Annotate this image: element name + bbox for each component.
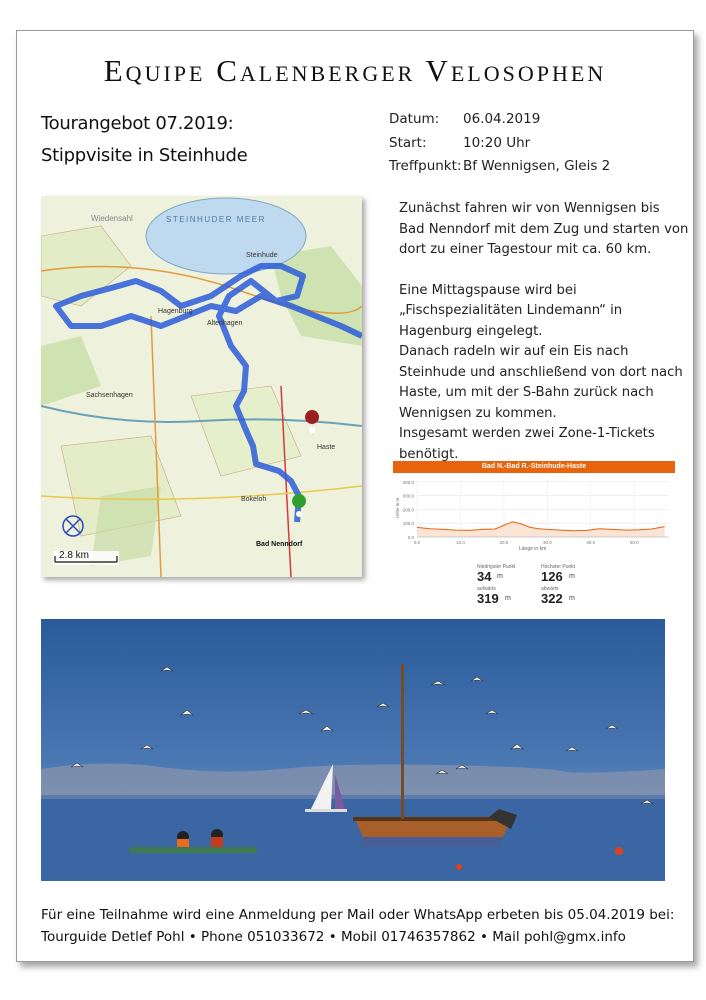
map-lake-label: STEINHUDER MEER	[166, 215, 266, 224]
stat-label: Höchster Punkt	[541, 564, 576, 570]
lake-photo	[41, 619, 665, 881]
map-place-label: Sachsenhagen	[86, 392, 133, 399]
profile-y-label: Höhe in m	[395, 497, 400, 519]
profile-x-tick: 30.0	[542, 540, 552, 545]
meta-meeting-label: Treffpunkt:	[389, 158, 462, 174]
map-place-label: Altenhagen	[207, 320, 243, 327]
stat-value: 322	[541, 591, 563, 606]
profile-y-tick: 200.0	[402, 507, 414, 513]
footer-contact: Tourguide Detlef Pohl • Phone 051033672 • Mobil 01746357862 • Mail pohl@gmx.info	[41, 929, 626, 945]
stat-unit: m	[497, 573, 503, 580]
route-map	[41, 196, 362, 577]
stat-value: 34	[477, 569, 492, 584]
description-paragraph: Zunächst fahren wir von Wennigsen bis Bad Nenndorf mit dem Zug und starten von dort zu einer Tagestour mit ca. 60 km.	[399, 201, 689, 257]
map-place-label: Hagenburg	[158, 308, 193, 315]
profile-x-tick: 50.0	[629, 540, 639, 545]
description-paragraph: Eine Mittagspause wird bei „Fischspezialitäten Lindemann“ in Hagenburg eingelegt.	[399, 282, 623, 339]
profile-x-tick: 20.0	[499, 540, 509, 545]
profile-x-tick: 40.0	[586, 540, 596, 545]
lake-photo-graphic	[41, 619, 665, 881]
stat-label: aufwärts	[477, 586, 496, 592]
map-place-label: Haste	[317, 444, 336, 451]
meta-date-label: Datum:	[389, 111, 440, 127]
map-scale-label: 2.8 km	[59, 550, 90, 561]
tour-description	[399, 199, 689, 465]
stat-value: 126	[541, 569, 563, 584]
description-paragraph: Insgesamt werden zwei Zone-1-Tickets benötigt.	[399, 426, 655, 462]
profile-y-tick: 100.0	[402, 521, 414, 527]
profile-y-tick: 0.0	[407, 535, 414, 540]
tour-name: Stippvisite in Steinhude	[41, 145, 248, 166]
flyer-page	[16, 30, 694, 962]
meta-meeting-value: Bf Wennigsen, Gleis 2	[463, 158, 611, 174]
map-place-label: Steinhude	[246, 252, 278, 259]
stat-unit: m	[569, 595, 575, 602]
profile-title: Bad N.-Bad R.-Steinhude-Haste	[393, 461, 675, 473]
stat-label: abwärts	[541, 586, 559, 592]
map-place-label: Bad Nenndorf	[256, 541, 303, 548]
profile-area	[417, 522, 665, 537]
meta-start-value: 10:20 Uhr	[463, 135, 531, 151]
meta-start-label: Start:	[389, 135, 427, 151]
profile-x-label: Länge in km	[519, 546, 547, 552]
elevation-profile	[393, 461, 675, 611]
footer-registration: Für eine Teilnahme wird eine Anmeldung per Mail oder WhatsApp erbeten bis 05.04.2019 bei:	[41, 907, 675, 923]
stat-label: Niedrigster Punkt	[477, 564, 516, 570]
stat-unit: m	[505, 595, 511, 602]
stat-unit: m	[569, 573, 575, 580]
map-place-label: Wiedensahl	[91, 214, 133, 223]
profile-y-tick: 400.0	[402, 479, 414, 485]
stat-value: 319	[477, 591, 499, 606]
meta-date-value: 06.04.2019	[463, 111, 541, 127]
profile-y-tick: 300.0	[402, 493, 414, 499]
map-place-label: Bokeloh	[241, 496, 267, 503]
profile-x-tick: 0.0	[413, 540, 421, 545]
map-graphic	[41, 196, 362, 577]
page-title: Equipe Calenberger Velosophen	[103, 53, 607, 88]
tour-offer-label: Tourangebot 07.2019:	[41, 113, 234, 134]
profile-x-tick: 10.0	[456, 540, 465, 545]
description-paragraph: Danach radeln wir auf ein Eis nach Steinhude und anschließend von dort nach Haste, um mit der S-Bahn zurück nach Wennigsen zu kommen.	[399, 344, 683, 421]
